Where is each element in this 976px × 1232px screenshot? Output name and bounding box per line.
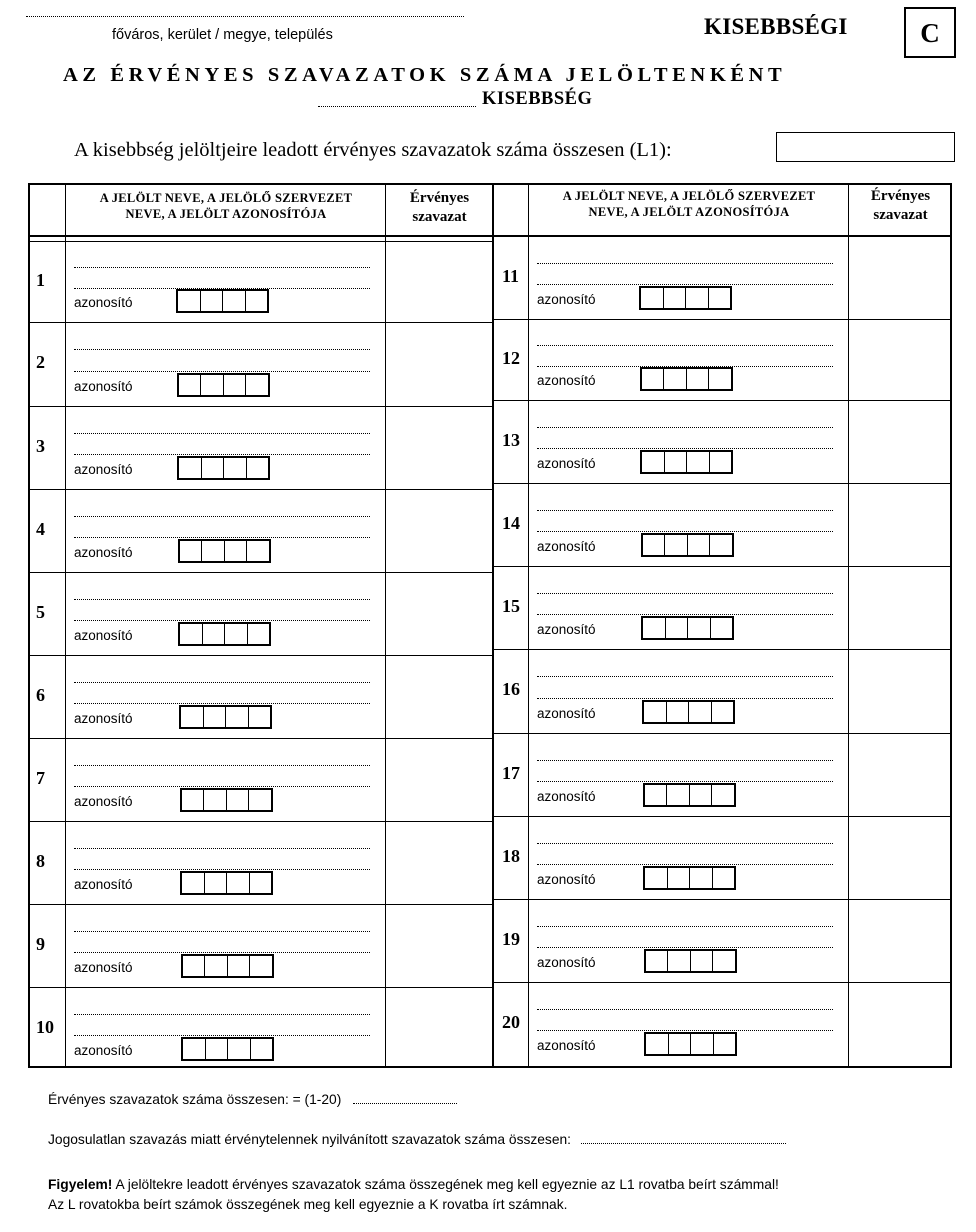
id-digit-box[interactable] [691, 951, 714, 971]
id-digit-box[interactable] [667, 702, 690, 722]
candidate-name-line[interactable] [74, 682, 370, 683]
id-label: azonosító [74, 711, 133, 726]
warning-note-line1 [48, 1177, 779, 1192]
invalid-votes-label: Jogosulatlan szavazás miatt érvénytelennek nyilvánított szavazatok száma összesen: [48, 1132, 572, 1147]
id-digit-box[interactable] [710, 535, 732, 555]
candidate-name-line[interactable] [74, 371, 370, 372]
candidate-name-line[interactable] [537, 698, 833, 699]
row-number: 16 [502, 679, 520, 699]
valid-votes-cell[interactable] [387, 574, 491, 653]
id-digit-box[interactable] [183, 1039, 206, 1059]
row-separator [30, 655, 493, 656]
id-digit-box[interactable] [206, 1039, 229, 1059]
valid-votes-cell[interactable] [850, 901, 951, 980]
column-divider [528, 185, 529, 1066]
id-digit-box[interactable] [688, 618, 711, 638]
id-digit-box[interactable] [687, 369, 710, 389]
id-digit-box[interactable] [641, 288, 664, 308]
row-separator [493, 483, 952, 484]
valid-votes-cell[interactable] [387, 989, 491, 1068]
id-digit-box[interactable] [712, 702, 734, 722]
candidate-id-boxes[interactable] [180, 788, 273, 812]
minority-name-line[interactable] [318, 92, 476, 107]
candidate-name-line[interactable] [537, 284, 833, 285]
id-label: azonosító [74, 379, 133, 394]
id-digit-box[interactable] [204, 707, 227, 727]
column-divider [492, 185, 494, 1066]
id-digit-box[interactable] [223, 291, 246, 311]
candidate-name-line[interactable] [537, 531, 833, 532]
id-digit-box[interactable] [179, 375, 202, 395]
candidate-name-line[interactable] [74, 599, 370, 600]
id-digit-box[interactable] [225, 541, 248, 561]
row-separator [493, 899, 952, 900]
candidate-id-boxes[interactable] [644, 1032, 737, 1056]
total-valid-votes-label: Érvényes szavazatok száma összesen: = (1-20) [48, 1092, 342, 1107]
id-digit-box[interactable] [665, 535, 688, 555]
candidate-id-boxes[interactable] [178, 539, 271, 563]
candidate-name-line[interactable] [537, 263, 833, 264]
id-digit-box[interactable] [225, 624, 248, 644]
candidate-name-line[interactable] [537, 760, 833, 761]
id-digit-box[interactable] [224, 458, 247, 478]
candidate-name-line[interactable] [74, 537, 370, 538]
id-digit-box[interactable] [247, 541, 269, 561]
column-divider [385, 185, 386, 1066]
candidate-name-line[interactable] [537, 1030, 833, 1031]
candidate-id-boxes[interactable] [640, 367, 733, 391]
candidate-name-line[interactable] [74, 349, 370, 350]
candidate-name-line[interactable] [537, 614, 833, 615]
place-input-line[interactable] [26, 2, 464, 17]
row-separator [30, 738, 493, 739]
valid-votes-cell[interactable] [850, 321, 951, 398]
id-label: azonosító [74, 794, 133, 809]
id-digit-box[interactable] [246, 291, 268, 311]
candidate-name-line[interactable] [537, 926, 833, 927]
candidate-name-line[interactable] [537, 345, 833, 346]
id-digit-box[interactable] [205, 873, 228, 893]
id-digit-box[interactable] [228, 1039, 251, 1059]
candidate-name-line[interactable] [537, 864, 833, 865]
row-number: 19 [502, 928, 520, 949]
candidate-id-boxes[interactable] [643, 783, 736, 807]
id-digit-box[interactable] [711, 618, 733, 638]
candidate-name-line[interactable] [537, 448, 833, 449]
row-separator [493, 400, 952, 401]
invalid-votes-row [48, 1132, 786, 1147]
id-digit-box[interactable] [248, 624, 270, 644]
id-digit-box[interactable] [202, 541, 225, 561]
candidate-name-line[interactable] [537, 781, 833, 782]
candidate-name-line[interactable] [74, 620, 370, 621]
id-digit-box[interactable] [643, 618, 666, 638]
row-number: 5 [36, 601, 45, 622]
row-number: 3 [36, 435, 45, 456]
valid-votes-cell[interactable] [850, 402, 951, 481]
candidate-name-line[interactable] [74, 848, 370, 849]
id-digit-box[interactable] [249, 790, 271, 810]
candidate-name-line[interactable] [537, 510, 833, 511]
candidate-name-line[interactable] [74, 869, 370, 870]
valid-votes-cell[interactable] [387, 657, 491, 736]
row-number: 10 [36, 1016, 54, 1037]
row-number: 20 [502, 1011, 520, 1032]
candidate-id-boxes[interactable] [641, 616, 734, 640]
id-digit-box[interactable] [228, 956, 251, 976]
row-number: 12 [502, 347, 520, 368]
candidate-id-boxes[interactable] [176, 289, 269, 313]
valid-votes-cell[interactable] [387, 324, 491, 404]
id-digit-box[interactable] [250, 873, 272, 893]
id-digit-box[interactable] [183, 956, 206, 976]
id-digit-box[interactable] [665, 452, 688, 472]
candidate-table [28, 183, 952, 1068]
row-number: 8 [36, 850, 45, 871]
id-digit-box[interactable] [713, 951, 735, 971]
id-digit-box[interactable] [691, 1034, 714, 1054]
row-number: 18 [502, 845, 520, 866]
candidate-name-line[interactable] [74, 516, 370, 517]
row-number: 13 [502, 429, 520, 450]
id-digit-box[interactable] [709, 369, 731, 389]
id-label: azonosító [537, 622, 596, 637]
id-digit-box[interactable] [251, 1039, 273, 1059]
form-type-label: KISEBBSÉGI [704, 14, 848, 39]
candidate-id-boxes[interactable] [177, 456, 270, 480]
candidate-name-line[interactable] [74, 433, 370, 434]
id-digit-box[interactable] [201, 375, 224, 395]
candidate-name-line[interactable] [537, 843, 833, 844]
candidate-name-line[interactable] [74, 931, 370, 932]
id-digit-box[interactable] [201, 291, 224, 311]
row-separator [30, 987, 493, 988]
id-digit-box[interactable] [180, 624, 203, 644]
id-label: azonosító [74, 545, 133, 560]
candidate-id-boxes[interactable] [642, 700, 735, 724]
form-code-box: C [904, 7, 956, 58]
id-label: azonosító [537, 292, 596, 307]
id-digit-box[interactable] [664, 369, 687, 389]
candidate-id-boxes[interactable] [641, 533, 734, 557]
row-number: 15 [502, 595, 520, 616]
candidate-name-line[interactable] [74, 786, 370, 787]
header-divider [30, 235, 952, 237]
row-number: 6 [36, 684, 45, 705]
id-digit-box[interactable] [203, 624, 226, 644]
total-valid-votes-line[interactable] [353, 1093, 457, 1104]
votes-column-header: Érvényes szavazat [870, 188, 931, 223]
id-label: azonosító [537, 373, 596, 388]
candidate-name-line[interactable] [74, 952, 370, 953]
candidate-id-boxes[interactable] [639, 286, 732, 310]
place-label: főváros, kerület / megye, település [112, 27, 333, 43]
valid-votes-cell[interactable] [850, 485, 951, 564]
id-digit-box[interactable] [181, 707, 204, 727]
total-valid-votes-row [48, 1092, 457, 1107]
candidate-id-boxes[interactable] [643, 866, 736, 890]
id-digit-box[interactable] [646, 1034, 669, 1054]
valid-votes-cell[interactable] [387, 243, 491, 320]
candidate-id-boxes[interactable] [179, 705, 272, 729]
candidate-name-line[interactable] [74, 454, 370, 455]
row-number: 14 [502, 512, 520, 533]
id-label: azonosító [537, 789, 596, 804]
id-digit-box[interactable] [224, 375, 247, 395]
row-separator [30, 572, 493, 573]
candidate-name-line[interactable] [74, 267, 370, 268]
candidate-name-line[interactable] [537, 676, 833, 677]
id-label: azonosító [74, 462, 133, 477]
candidate-id-boxes[interactable] [177, 373, 270, 397]
id-digit-box[interactable] [226, 707, 249, 727]
candidate-name-line[interactable] [537, 1009, 833, 1010]
name-column-header: A JELÖLT NEVE, A JELÖLŐ SZERVEZET NEVE, A JELÖLT AZONOSÍTÓJA [99, 191, 353, 221]
name-column-header: A JELÖLT NEVE, A JELÖLŐ SZERVEZET NEVE, A JELÖLT AZONOSÍTÓJA [562, 189, 816, 219]
row-separator [30, 489, 493, 490]
candidate-id-boxes[interactable] [181, 1037, 274, 1061]
id-digit-box[interactable] [227, 873, 250, 893]
id-label: azonosító [74, 877, 133, 892]
candidate-id-boxes[interactable] [640, 450, 733, 474]
id-digit-box[interactable] [250, 956, 272, 976]
valid-votes-cell[interactable] [850, 651, 951, 731]
id-digit-box[interactable] [687, 452, 710, 472]
id-digit-box[interactable] [202, 458, 225, 478]
row-separator [30, 322, 493, 323]
warning-note-line2: Az L rovatokba beírt számok összegének meg kell egyeznie a K rovatba írt számnak. [48, 1197, 568, 1212]
candidate-name-line[interactable] [74, 1035, 370, 1036]
id-label: azonosító [74, 960, 133, 975]
id-digit-box[interactable] [690, 785, 713, 805]
row-number: 11 [502, 265, 520, 286]
row-number: 9 [36, 933, 45, 954]
id-digit-box[interactable] [644, 702, 667, 722]
id-digit-box[interactable] [669, 1034, 692, 1054]
id-digit-box[interactable] [204, 790, 227, 810]
row-separator [493, 649, 952, 650]
column-divider [65, 185, 66, 1066]
valid-votes-cell[interactable] [850, 818, 951, 897]
id-label: azonosító [537, 955, 596, 970]
id-digit-box[interactable] [645, 868, 668, 888]
id-digit-box[interactable] [709, 288, 731, 308]
row-separator [493, 982, 952, 983]
row-number: 1 [36, 269, 45, 290]
id-label: azonosító [537, 539, 596, 554]
candidate-id-boxes[interactable] [178, 622, 271, 646]
id-digit-box[interactable] [667, 785, 690, 805]
valid-votes-cell[interactable] [387, 823, 491, 902]
id-digit-box[interactable] [664, 288, 687, 308]
id-digit-box[interactable] [643, 535, 666, 555]
id-digit-box[interactable] [690, 868, 713, 888]
valid-votes-cell[interactable] [387, 740, 491, 819]
id-label: azonosító [74, 295, 133, 310]
id-digit-box[interactable] [182, 790, 205, 810]
id-digit-box[interactable] [666, 618, 689, 638]
id-digit-box[interactable] [713, 868, 735, 888]
id-digit-box[interactable] [180, 541, 203, 561]
row-separator [30, 904, 493, 905]
id-digit-box[interactable] [247, 458, 269, 478]
id-digit-box[interactable] [205, 956, 228, 976]
id-digit-box[interactable] [668, 868, 691, 888]
id-label: azonosító [537, 456, 596, 471]
row-separator [493, 816, 952, 817]
candidate-name-line[interactable] [537, 593, 833, 594]
row-separator [30, 821, 493, 822]
valid-votes-cell[interactable] [850, 984, 951, 1063]
row-separator [30, 241, 493, 242]
id-digit-box[interactable] [642, 452, 665, 472]
id-label: azonosító [537, 872, 596, 887]
id-digit-box[interactable] [182, 873, 205, 893]
row-separator [493, 319, 952, 320]
valid-votes-cell[interactable] [387, 491, 491, 570]
candidate-id-boxes[interactable] [181, 954, 274, 978]
warning-label: Figyelem! [48, 1177, 113, 1192]
column-divider [848, 185, 849, 1066]
id-digit-box[interactable] [689, 702, 712, 722]
id-label: azonosító [537, 1038, 596, 1053]
votes-column-header: Érvényes szavazat [409, 190, 470, 225]
id-digit-box[interactable] [686, 288, 709, 308]
candidate-id-boxes[interactable] [644, 949, 737, 973]
row-number: 17 [502, 762, 520, 783]
l1-label: A kisebbség jelöltjeire leadott érvényes szavazatok száma összesen (L1): [74, 139, 672, 161]
warning-text: A jelöltekre leadott érvényes szavazatok száma összegének meg kell egyeznie az L1 rovatba beírt számmal! [115, 1177, 779, 1192]
valid-votes-cell[interactable] [850, 238, 951, 317]
candidate-name-line[interactable] [74, 1014, 370, 1015]
l1-input-box[interactable] [776, 132, 955, 162]
id-digit-box[interactable] [688, 535, 711, 555]
id-digit-box[interactable] [668, 951, 691, 971]
page-title: AZ ÉRVÉNYES SZAVAZATOK SZÁMA JELÖLTENKÉNT [63, 64, 787, 86]
candidate-name-line[interactable] [74, 703, 370, 704]
id-label: azonosító [537, 706, 596, 721]
row-number: 4 [36, 518, 45, 539]
row-number: 2 [36, 352, 45, 372]
id-digit-box[interactable] [710, 452, 732, 472]
id-digit-box[interactable] [642, 369, 665, 389]
candidate-name-line[interactable] [537, 427, 833, 428]
page-subtitle: KISEBBSÉG [482, 89, 593, 109]
id-label: azonosító [74, 1043, 133, 1058]
id-label: azonosító [74, 628, 133, 643]
candidate-name-line[interactable] [537, 947, 833, 948]
id-digit-box[interactable] [179, 458, 202, 478]
valid-votes-cell[interactable] [850, 568, 951, 647]
row-separator [30, 406, 493, 407]
id-digit-box[interactable] [178, 291, 201, 311]
id-digit-box[interactable] [714, 1034, 736, 1054]
row-separator [493, 566, 952, 567]
id-digit-box[interactable] [227, 790, 250, 810]
invalid-votes-line[interactable] [581, 1133, 786, 1144]
id-digit-box[interactable] [249, 707, 271, 727]
id-digit-box[interactable] [645, 785, 668, 805]
candidate-id-boxes[interactable] [180, 871, 273, 895]
id-digit-box[interactable] [712, 785, 734, 805]
valid-votes-cell[interactable] [387, 906, 491, 985]
row-separator [493, 733, 952, 734]
candidate-name-line[interactable] [74, 765, 370, 766]
valid-votes-cell[interactable] [850, 735, 951, 814]
row-number: 7 [36, 767, 45, 788]
id-digit-box[interactable] [246, 375, 268, 395]
id-digit-box[interactable] [646, 951, 669, 971]
valid-votes-cell[interactable] [387, 408, 491, 487]
